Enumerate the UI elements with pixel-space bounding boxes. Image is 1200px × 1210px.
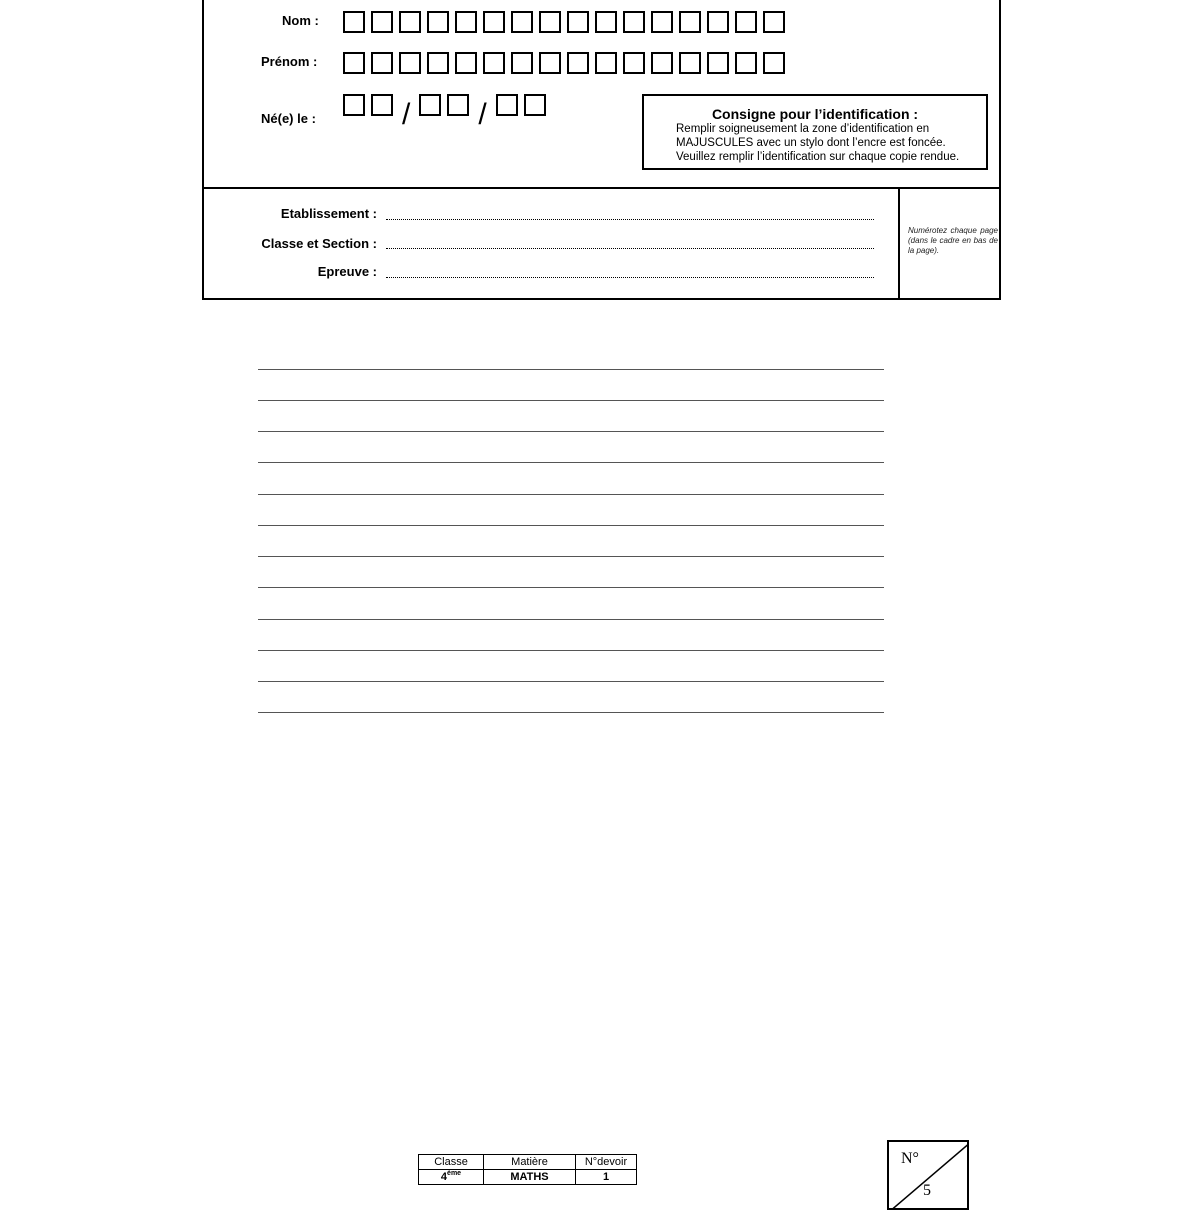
classe-suffix: ème xyxy=(447,1170,462,1177)
letter-box[interactable] xyxy=(707,11,729,33)
writing-line xyxy=(258,712,884,713)
writing-line xyxy=(258,462,884,463)
letter-box[interactable] xyxy=(623,11,645,33)
letter-box[interactable] xyxy=(427,11,449,33)
letter-box[interactable] xyxy=(567,52,589,74)
letter-box[interactable] xyxy=(567,11,589,33)
letter-box[interactable] xyxy=(539,52,561,74)
letter-box[interactable] xyxy=(483,11,505,33)
header-matiere: Matière xyxy=(484,1155,576,1170)
letter-box[interactable] xyxy=(343,52,365,74)
prenom-input-boxes[interactable] xyxy=(343,52,785,74)
consigne-line: MAJUSCULES avec un stylo dont l’encre est foncée. xyxy=(676,137,946,149)
birth-month-boxes[interactable] xyxy=(419,94,469,116)
letter-box[interactable] xyxy=(763,52,785,74)
devoir-value: 1 xyxy=(576,1170,637,1185)
classe-section-label: Classe et Section : xyxy=(261,236,377,251)
classe-value xyxy=(419,1170,484,1185)
letter-box[interactable] xyxy=(707,52,729,74)
letter-box[interactable] xyxy=(763,11,785,33)
nom-label: Nom : xyxy=(282,13,319,28)
classe-section-field[interactable] xyxy=(386,248,874,249)
writing-line xyxy=(258,556,884,557)
consigne-line: Veuillez remplir l’identification sur chaque copie rendue. xyxy=(676,151,960,163)
page-number-label: N° xyxy=(901,1150,919,1167)
letter-box[interactable] xyxy=(483,52,505,74)
letter-box[interactable] xyxy=(679,52,701,74)
writing-line xyxy=(258,681,884,682)
date-separator: / xyxy=(402,98,411,131)
identification-frame xyxy=(202,0,1001,300)
letter-box[interactable] xyxy=(455,11,477,33)
birth-day-boxes[interactable] xyxy=(343,94,393,116)
letter-box[interactable] xyxy=(399,52,421,74)
writing-line xyxy=(258,494,884,495)
consigne-title: Consigne pour l’identification : xyxy=(711,106,919,122)
note-divider xyxy=(898,188,900,298)
nom-input-boxes[interactable] xyxy=(343,11,785,33)
consigne-box xyxy=(642,94,988,170)
classe-number: 4 xyxy=(440,1171,448,1183)
prenom-label: Prénom : xyxy=(261,54,318,69)
section-divider xyxy=(204,187,999,189)
letter-box[interactable] xyxy=(371,52,393,74)
header-devoir: N°devoir xyxy=(576,1155,637,1170)
writing-line xyxy=(258,650,884,651)
naissance-label: Né(e) le : xyxy=(261,111,316,126)
devoir-info-table xyxy=(418,1154,637,1185)
birth-year-boxes[interactable] xyxy=(496,94,546,116)
writing-line xyxy=(258,369,884,370)
letter-box[interactable] xyxy=(623,52,645,74)
letter-box[interactable] xyxy=(595,11,617,33)
consigne-line: Remplir soigneusement la zone d’identification en xyxy=(676,123,930,135)
birth-date-input[interactable] xyxy=(343,94,546,130)
letter-box[interactable] xyxy=(735,52,757,74)
letter-box[interactable] xyxy=(651,52,673,74)
header-classe: Classe xyxy=(419,1155,484,1170)
letter-box[interactable] xyxy=(371,11,393,33)
letter-box[interactable] xyxy=(735,11,757,33)
letter-box[interactable] xyxy=(595,52,617,74)
writing-line xyxy=(258,431,884,432)
letter-box[interactable] xyxy=(651,11,673,33)
writing-line xyxy=(258,525,884,526)
letter-box[interactable] xyxy=(539,11,561,33)
letter-box[interactable] xyxy=(511,11,533,33)
etablissement-field[interactable] xyxy=(386,219,874,220)
page-number-value: 5 xyxy=(923,1182,931,1199)
date-separator: / xyxy=(478,98,487,131)
letter-box[interactable] xyxy=(343,11,365,33)
numbering-note: Numérotez chaque page (dans le cadre en bas de la page). xyxy=(908,226,998,255)
epreuve-field[interactable] xyxy=(386,277,874,278)
letter-box[interactable] xyxy=(399,11,421,33)
epreuve-label: Epreuve : xyxy=(317,264,377,279)
etablissement-label: Etablissement : xyxy=(280,206,377,221)
writing-line xyxy=(258,400,884,401)
letter-box[interactable] xyxy=(455,52,477,74)
letter-box[interactable] xyxy=(427,52,449,74)
writing-line xyxy=(258,619,884,620)
letter-box[interactable] xyxy=(679,11,701,33)
matiere-value: MATHS xyxy=(484,1170,576,1185)
writing-line xyxy=(258,587,884,588)
letter-box[interactable] xyxy=(511,52,533,74)
